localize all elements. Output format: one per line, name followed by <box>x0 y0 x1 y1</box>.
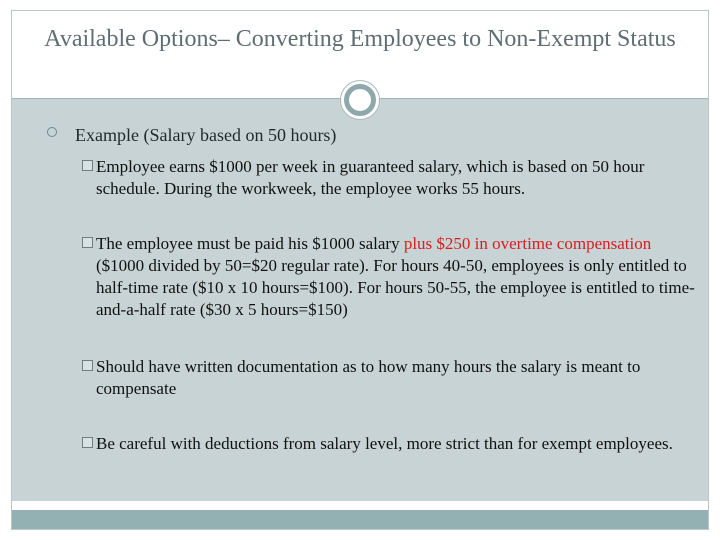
list-item-highlight: plus $250 in overtime compensation <box>403 234 652 253</box>
list-item-text-pre: The employee must be paid his $1000 salary <box>96 234 404 253</box>
list-item-1 <box>96 156 696 200</box>
list-item-3 <box>96 356 696 400</box>
list-item-text: Be careful with deductions from salary level, more strict than for exempt employees. <box>96 434 673 453</box>
example-heading: Example (Salary based on 50 hours) <box>75 125 337 145</box>
list-item-text: Employee earns $1000 per week in guaranteed salary, which is based on 50 hour schedule. During the workweek, the employee works 55 hours. <box>96 157 645 198</box>
checkbox-bullet-icon <box>82 360 93 371</box>
checkbox-bullet-icon <box>82 160 93 171</box>
list-item-text-post: ($1000 divided by 50=$20 regular rate). For hours 40-50, employees is only entitled to half-time rate ($10 x 10 hours=$100). For hours 50-55, the employee is entitled to time-and-a-half rate ($30 x 5 hours=$150) <box>96 256 695 319</box>
list-item-text: Should have written documentation as to how many hours the salary is meant to compensate <box>96 357 641 398</box>
list-item-4 <box>96 433 696 455</box>
slide-title: Available Options– Converting Employees to Non-Exempt Status <box>44 26 676 52</box>
footer-bar <box>12 510 708 529</box>
example-heading-row <box>75 125 336 146</box>
circle-bullet-icon <box>47 127 57 137</box>
list-item-2 <box>96 233 696 321</box>
circle-ornament-icon <box>344 84 376 116</box>
checkbox-bullet-icon <box>82 437 93 448</box>
checkbox-bullet-icon <box>82 237 93 248</box>
